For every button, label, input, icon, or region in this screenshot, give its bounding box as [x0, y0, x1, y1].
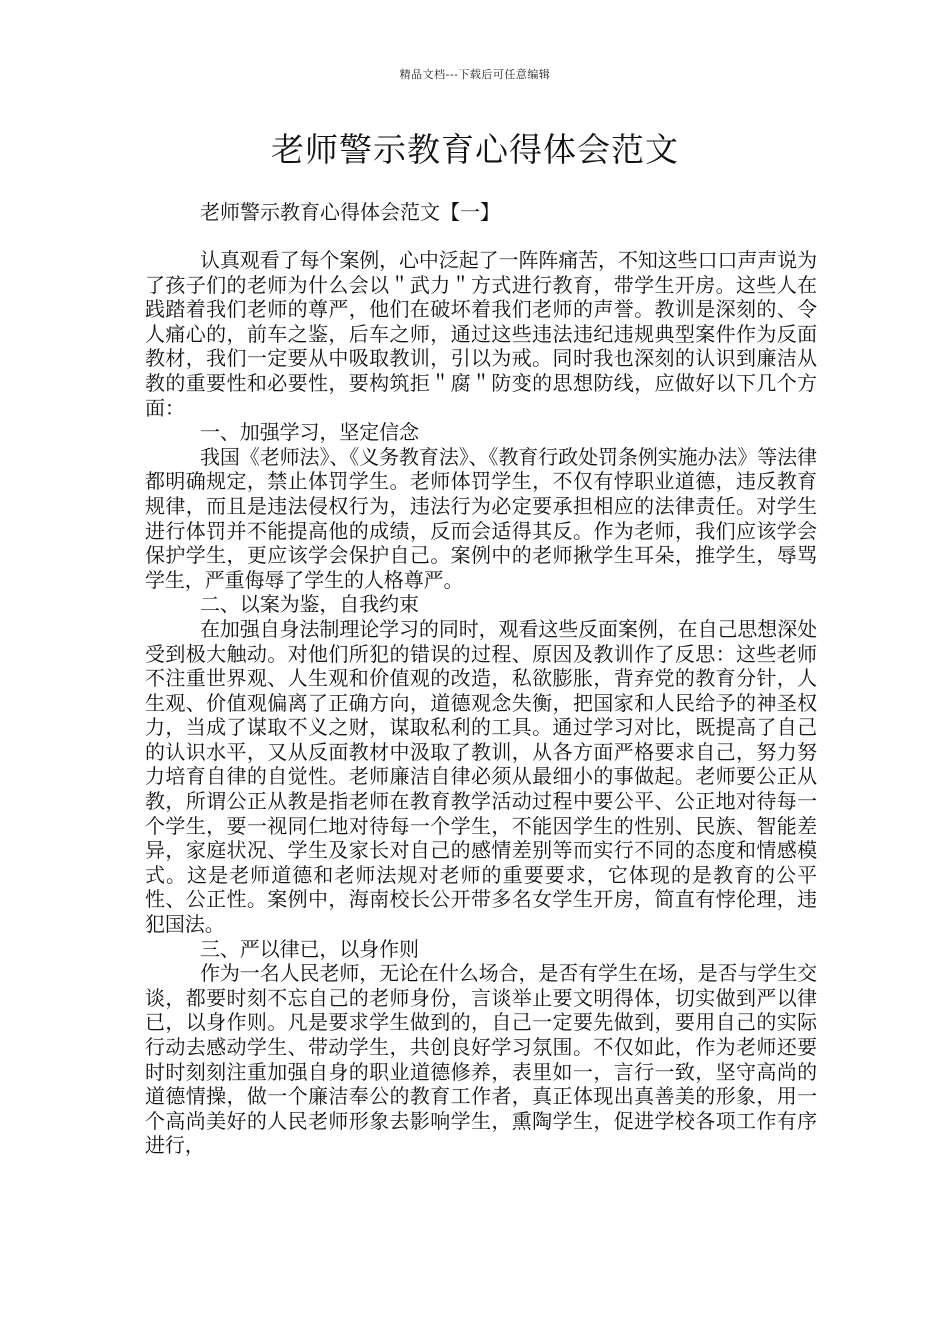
paragraph-section-3: 作为一名人民老师，无论在什么场合，是否有学生在场，是否与学生交谈，都要时刻不忘自己的老师身份，言谈举止要文明得体，切实做到严以律已，以身作则。凡是要求学生做到的，自己一定要先做到，要用自己的实际行动去感动学生、带动学生，共创良好学习氛围。不仅如此，作为老师还要时时刻刻注重加强自身的职业道德修养，表里如一，言行一致，坚守高尚的道德情操，做一个廉洁奉公的教育工作者，真正体现出真善美的形象，用一个高尚美好的人民老师形象去影响学生，熏陶学生，促进学校各项工作有序进行，: [145, 961, 817, 1158]
section-heading-2: 二、以案为鉴，自我约束: [200, 592, 419, 617]
paragraph-intro: 认真观看了每个案例，心中泛起了一阵阵痛苦，不知这些口口声声说为了孩子们的老师为什么会以＂武力＂方式进行教育，带学生开房。这些人在践踏着我们老师的尊严，他们在破坏着我们老师的声誉。教训是深刻的、令人痛心的，前车之鉴，后车之师，通过这些违法违纪违规典型案件作为反面教材，我们一定要从中吸取教训，引以为戒。同时我也深刻的认识到廉洁从教的重要性和必要性，要构筑拒＂腐＂防变的思想防线，应做好以下几个方面：: [145, 248, 817, 420]
section-heading-3: 三、严以律已，以身作则: [200, 936, 419, 961]
paragraph-section-1: 我国《老师法》、《义务教育法》、《教育行政处罚条例实施办法》等法律都明确规定，禁止体罚学生。老师体罚学生，不仅有悖职业道德，违反教育规律，而且是违法侵权行为，违法行为必定要承担相应的法律责任。对学生进行体罚并不能提高他的成绩，反而会适得其反。作为老师，我们应该学会保护学生，更应该学会保护自己。案例中的老师揪学生耳朵，推学生，辱骂学生，严重侮辱了学生的人格尊严。: [145, 444, 817, 592]
document-body: [145, 248, 817, 1158]
header-note: 精品文档---下载后可任意编辑: [399, 68, 551, 81]
document-title: 老师警示教育心得体会范文: [271, 130, 679, 169]
section-heading-1: 一、加强学习，坚定信念: [200, 420, 419, 445]
paragraph-section-2: 在加强自身法制理论学习的同时，观看这些反面案例，在自己思想深处受到极大触动。对他们所犯的错误的过程、原因及教训作了反思：这些老师不注重世界观、人生观和价值观的改造，私欲膨胀，背弃党的教育分针，人生观、价值观偏离了正确方向，道德观念失衡，把国家和人民给予的神圣权力，当成了谋取不义之财，谋取私利的工具。通过学习对比，既提高了自己的认识水平，又从反面教材中汲取了教训，从各方面严格要求自己，努力努力培育自律的自觉性。老师廉洁自律必须从最细小的事做起。老师要公正从教，所谓公正从教是指老师在教育教学活动过程中要公平、公正地对待每一个学生，要一视同仁地对待每一个学生，不能因学生的性别、民族、智能差异，家庭状况、学生及家长对自己的感情差别等而实行不同的态度和情感模式。这是老师道德和老师法规对老师的重要要求，它体现的是教育的公平性、公正性。案例中，海南校长公开带多名女学生开房，简直有悖伦理，违犯国法。: [145, 616, 817, 937]
section-subtitle: 老师警示教育心得体会范文【一】: [200, 200, 500, 224]
